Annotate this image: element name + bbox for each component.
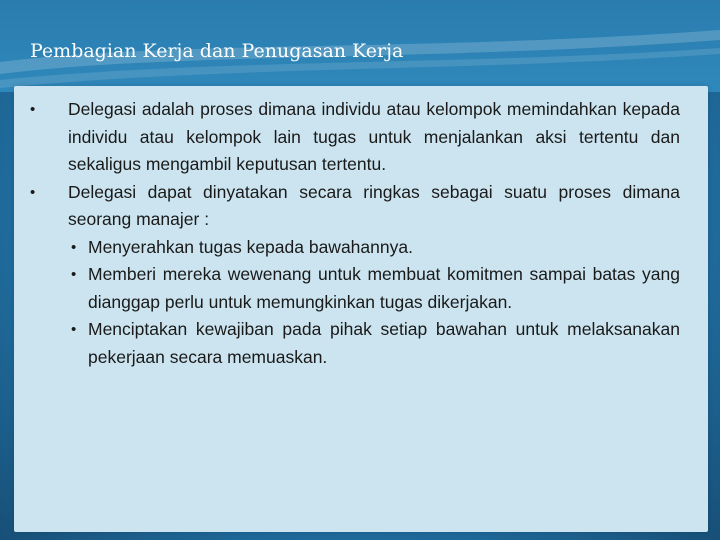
bullet-text: Delegasi dapat dinyatakan secara ringkas sebagai suatu proses dimana seorang manajer : [68,181,680,229]
bullet-text: Delegasi adalah proses dimana individu atau kelompok memindahkan kepada individu atau kelompok lain tugas untuk menjalankan aksi tertentu dan sekaligus mengambil keputusan tertentu. [68,99,680,174]
content-body [28,96,680,371]
bullet-marker: • [30,183,36,201]
bullet-marker: • [30,101,36,118]
bullet-item [28,179,680,372]
sub-bullet-item [68,261,680,316]
bullet-item [28,96,680,179]
sub-bullet-item [68,316,680,371]
sub-bullet-text: Menciptakan kewajiban pada pihak setiap bawahan untuk melaksanakan pekerjaan secara memuaskan. [88,319,680,367]
sub-bullet-marker: • [71,238,77,256]
sub-bullet-text: Memberi mereka wewenang untuk membuat komitmen sampai batas yang dianggap perlu untuk memungkinkan tugas dikerjakan. [88,264,680,312]
sub-bullet-text: Menyerahkan tugas kepada bawahannya. [88,236,413,257]
slide-title: Pembagian Kerja dan Penugasan Kerja [30,40,404,62]
sub-bullet-marker: • [71,321,77,338]
sub-bullet-marker: • [71,266,77,283]
sub-bullet-item [68,234,680,262]
